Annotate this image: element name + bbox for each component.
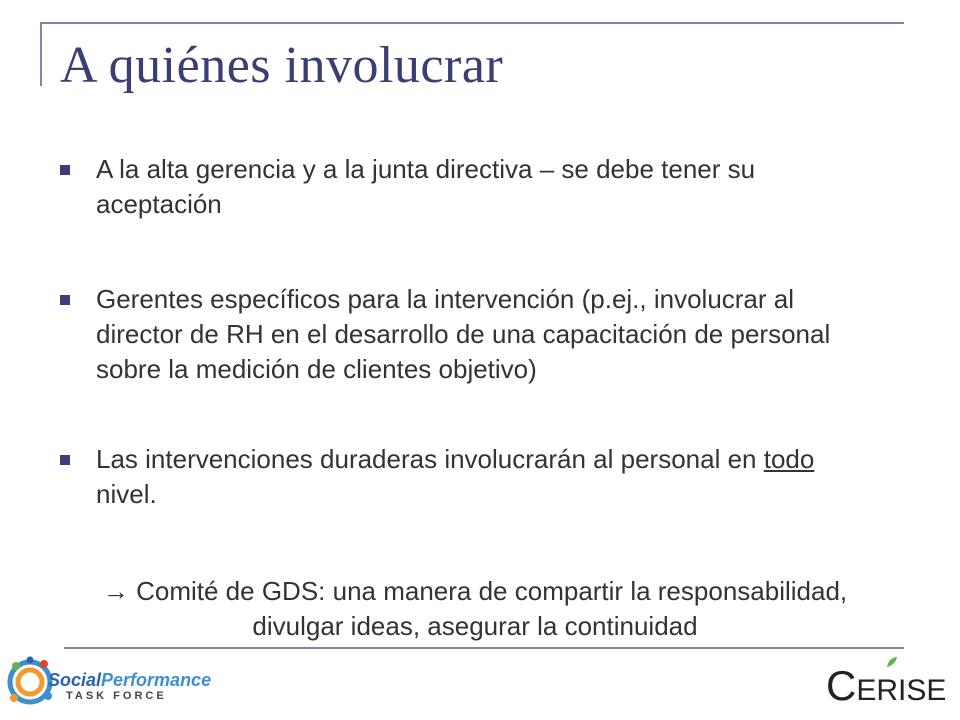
- spt-logo-word-social: Social: [48, 670, 102, 690]
- bullet-text-after: nivel.: [96, 479, 157, 509]
- committee-note-text: Comité de GDS: una manera de compartir la responsabilidad, divulgar ideas, asegurar la continuidad: [128, 576, 848, 641]
- bullet-item-managers: [60, 282, 880, 387]
- bullet-text: Gerentes específicos para la intervención (p.ej., involucrar al director de RH en el desarrollo de una capacitación de personal sobre la medición de clientes objetivo): [96, 284, 831, 384]
- right-arrow-icon: →: [102, 576, 129, 606]
- committee-note: [60, 574, 890, 644]
- bullet-item-staff: [60, 442, 880, 512]
- spt-logo-text: [48, 670, 211, 691]
- bullet-list: [60, 152, 880, 512]
- bullet-text-underlined: todo: [763, 444, 815, 474]
- cerise-logo-rest: ERISE: [856, 674, 947, 707]
- frame-top-line: [40, 22, 904, 24]
- leaf-icon: [885, 655, 899, 669]
- frame-bottom-line: [64, 647, 904, 649]
- bullet-text-before: Las intervenciones duraderas involucrarán al personal en: [96, 444, 764, 474]
- bullet-square-icon: [60, 295, 70, 305]
- bullet-text: A la alta gerencia y a la junta directiva – se debe tener su aceptación: [96, 154, 756, 219]
- bullet-item-leadership: [60, 152, 880, 222]
- bullet-square-icon: [60, 455, 70, 465]
- cerise-logo-first-letter: C: [826, 662, 857, 709]
- bullet-square-icon: [60, 165, 70, 175]
- frame-left-line: [40, 22, 42, 86]
- cerise-logo: [826, 662, 946, 710]
- spt-logo-subtitle: TASK FORCE: [66, 690, 167, 702]
- spt-logo-word-performance: Performance: [101, 670, 212, 690]
- slide-title: A quiénes involucrar: [60, 37, 504, 94]
